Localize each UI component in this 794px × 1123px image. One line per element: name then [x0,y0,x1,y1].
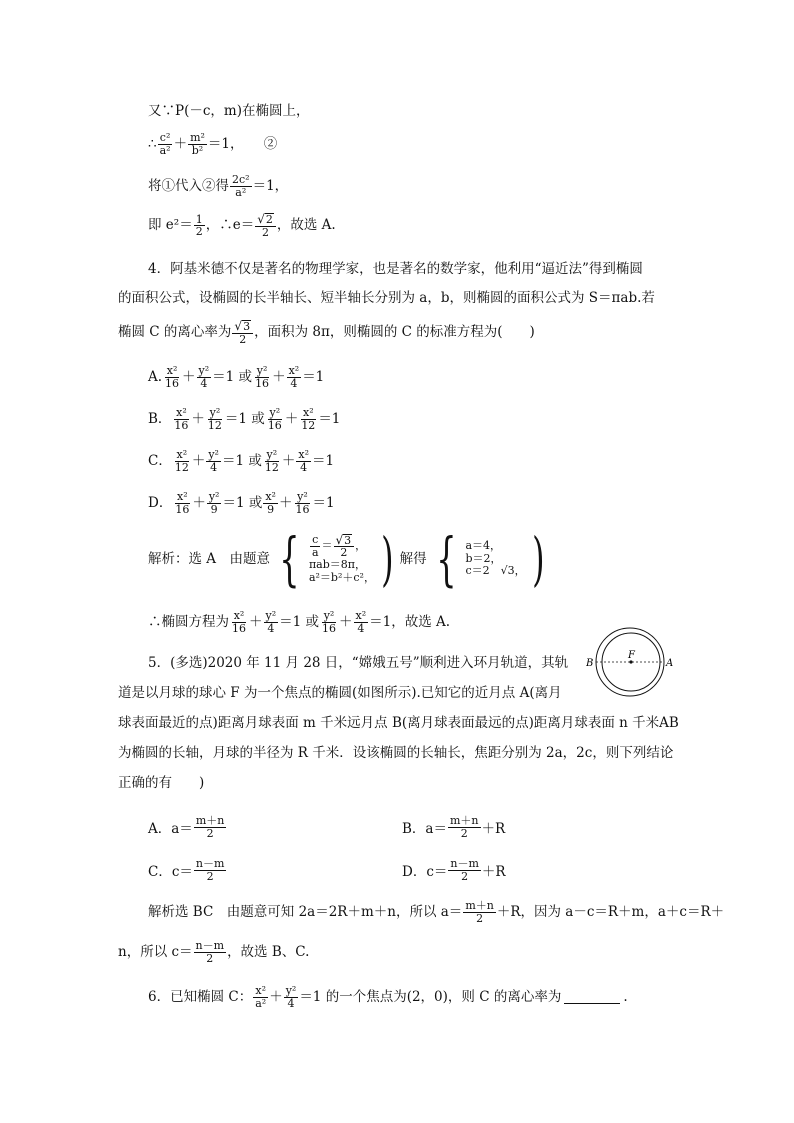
fraction: y² 4 [285,984,297,1010]
plus: ＋ [173,135,188,152]
q5-line-4 [118,746,673,761]
fraction: y² 16 [322,609,337,635]
fraction: y² 12 [264,448,279,474]
fraction: m² b² [190,131,205,157]
option-label: B． [148,410,172,427]
text: ，面积为 8π，则椭圆的 C 的标准方程为( ) [254,324,535,341]
fraction: √ 3 2 [232,320,253,345]
text: ＝1 [312,494,335,511]
text: ＝1 或 [221,452,262,469]
fraction: y² 4 [265,609,277,635]
text: ∴椭圆方程为 [148,613,229,630]
q5-option-c[interactable] [148,858,227,882]
fraction: c² a² [159,131,171,157]
text: 为椭圆的长轴，月球的半径为 R 千米．设该椭圆的长轴长，焦距分别为 2a，2c，则下列结论 [118,745,674,761]
fraction: n－m 2 [450,857,479,883]
text: D．c＝ [402,864,448,881]
text: ＝1， ② [207,135,278,152]
text: ＝1 [302,368,325,385]
text: ＝1，故选 A. [369,613,451,630]
text: ＝1 [311,452,335,469]
text: 5．(多选)2020 年 11 月 28 日，“嫦娥五号”顺利进入环月轨道，其轨 [148,655,569,671]
text: 将①代入②得 [148,177,229,194]
brace: { [435,525,457,593]
fraction: 2c² a² [232,173,250,199]
text: ，故选 A. [276,217,336,234]
option-label: C． [148,452,172,469]
fraction: x² 12 [174,448,189,474]
q4-option-b[interactable]: B． x² 16 ＋ y² 12 ＝1 或 y² 16 ＋ x² 12 ＝1 [148,406,341,432]
text: 又∵P(－c，m)在椭圆上， [148,103,310,119]
fraction: n－m 2 [195,939,225,965]
text: ＝1 的一个焦点为(2，0)，则 C 的离心率为 [299,988,562,1005]
text: A．a＝ [148,821,193,838]
fraction: m＋n 2 [465,899,494,925]
q4-option-d[interactable]: D． x² 16 ＋ y² 9 ＝1 或 x² 9 ＋ y² 16 ＝1 [148,490,335,516]
fraction: x² 12 [301,406,316,432]
text: . [623,988,628,1005]
q5-line-2 [118,686,562,701]
fraction: y² 16 [295,490,310,516]
label-f: F [628,650,635,661]
eccentricity-line [148,213,336,238]
text: 解得 [399,550,427,567]
q4-line-1 [148,262,643,277]
q5-line-3 [118,716,679,731]
text: ，故选 B、C. [227,943,310,960]
system-1 [309,534,375,584]
fraction: x² 16 [165,364,180,390]
fraction: x² 4 [355,609,367,635]
line-p-on-ellipse [148,104,309,119]
fraction: y² 16 [267,406,282,432]
fraction: √ 3 2 [334,534,355,559]
therefore: ∴ [148,135,157,152]
q4-line-2 [118,291,655,306]
substitute-line [148,174,288,198]
fraction: x² 9 [265,490,276,516]
text: ＝1 或 [222,494,263,511]
option-label: A. [148,368,163,385]
sys-row: c a ＝ √ 3 2 ， [311,532,367,560]
q4-solution [148,525,550,593]
answer-blank[interactable] [564,991,620,1004]
text: ＋R，因为 a－c＝R＋m，a＋c＝R＋ [496,903,725,920]
text: 4．阿基米德不仅是著名的物理学家，也是著名的数学家，他利用“逼近法”得到椭圆 [148,261,643,277]
q5-line-1 [148,656,568,671]
fraction: x² 16 [232,609,246,635]
text: 道是以月球的球心 F 为一个焦点的椭圆(如图所示).已知它的近月点 A(离月 [118,685,562,701]
option-label: D． [148,494,173,511]
text: 正确的有 ) [118,775,205,791]
brace: ) [381,525,394,593]
q4-line-3 [118,320,535,345]
fraction: y² 4 [208,448,219,474]
text: ＝1， [252,177,289,194]
text: n，所以 c＝ [118,943,193,960]
label-a: A [666,658,674,669]
system-2 [466,540,526,578]
fraction: x² a² [255,984,267,1010]
q4-conclusion: ∴椭圆方程为 x² 16 ＋ y² 4 ＝1 或 y² 16 ＋ x² 4 ＝1，故选 A. [148,609,451,635]
text: ＝1 或 [224,410,265,427]
sys-row: c＝2 √3， [465,564,526,578]
fraction: x² 16 [175,490,190,516]
text: 解析选 BC 由题意可知 2a＝2R＋m＋n，所以 a＝ [148,903,463,920]
sys-row: a＝4， [465,539,502,553]
text: ＋R [481,821,506,838]
fraction: y² 16 [255,364,270,390]
equation-2 [148,132,277,156]
fraction: n－m 2 [195,857,225,883]
text: 球表面最近的点)距离月球表面 m 千米远月点 B(离月球表面最远的点)距离月球表面 n 千米AB [118,715,679,731]
q5-line-5 [118,776,204,791]
label-b: B [586,658,594,669]
q6-line: 6．已知椭圆 C： x² a² ＋ y² 4 ＝1 的一个焦点为(2，0)，则 C 的离心率为 . [148,984,628,1010]
q5-solution-2 [118,940,309,964]
text: 的面积公式，设椭圆的长半轴长、短半轴长分别为 a，b，则椭圆的面积公式为 S＝πab.若 [118,290,655,306]
fraction: x² 4 [298,448,309,474]
fraction: √ 2 2 [255,213,276,238]
fraction: 1 2 [195,212,203,239]
text: ＝1 [318,410,341,427]
text: C．c＝ [148,864,193,881]
brace: { [279,525,300,593]
q4-option-c[interactable]: C． x² 12 ＋ y² 4 ＝1 或 y² 12 ＋ x² 4 ＝1 [148,448,335,474]
text: 6．已知椭圆 C： [148,988,253,1005]
brace: ) [531,525,545,593]
q4-option-a[interactable]: A. x² 16 ＋ y² 4 ＝1 或 y² 16 ＋ x² 4 ＝1 [148,364,325,390]
q5-solution-1 [148,900,724,924]
sys-row: b＝2， [465,551,502,565]
fraction: y² 4 [198,364,210,390]
sys-row: a²＝b²＋c²， [308,570,375,584]
fraction: y² 12 [207,406,222,432]
text: B．a＝ [402,821,447,838]
text: 椭圆 C 的离心率为 [118,324,232,341]
text: ，∴e＝ [205,217,255,234]
text: ＝1 或 [279,613,320,630]
fraction: m＋n 2 [195,814,225,840]
text: ＝1 或 [212,368,253,385]
sys-row: πab＝8π， [308,557,367,571]
text: 解析：选 A 由题意 [148,550,271,567]
q5-option-a[interactable] [148,815,227,839]
fraction: x² 16 [174,406,189,432]
fraction: m＋n 2 [449,814,479,840]
fraction: y² 9 [208,490,220,516]
text: 即 e²＝ [148,217,193,234]
fraction: c a [311,533,319,559]
fraction: x² 4 [288,364,300,390]
orbit-diagram [586,624,676,704]
q5-option-d[interactable] [402,858,506,882]
q5-option-b[interactable] [402,815,505,839]
text: ＋R [481,864,506,881]
